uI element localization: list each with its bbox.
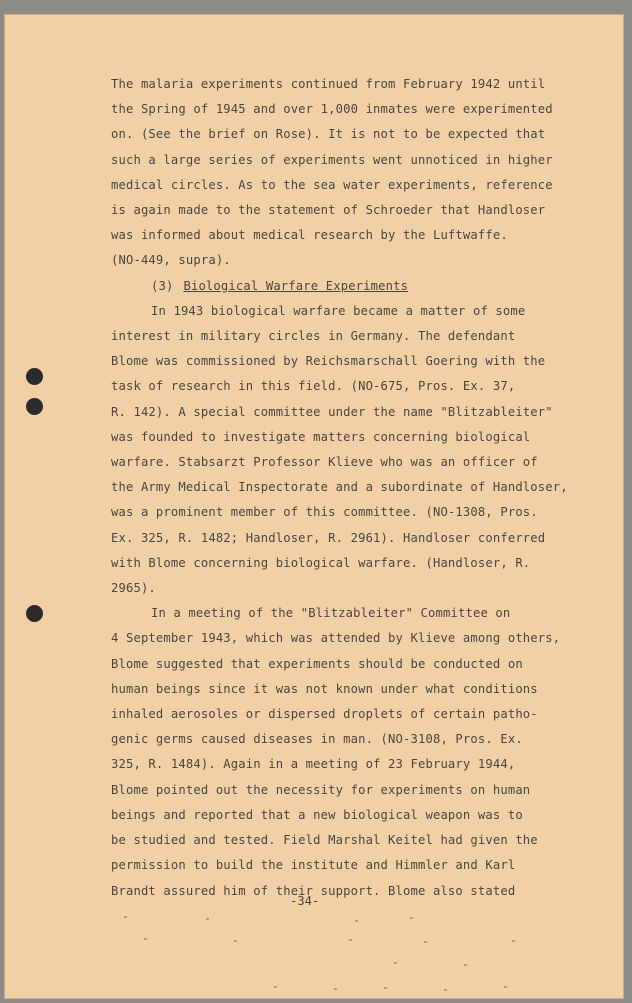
section-heading bbox=[111, 274, 581, 299]
text-line: Blome pointed out the necessity for experiments on human bbox=[111, 782, 531, 797]
text-line: be studied and tested. Field Marshal Keitel had given the bbox=[111, 833, 538, 848]
text-line: was founded to investigate matters concerning biological bbox=[111, 429, 531, 444]
text-line: is again made to the statement of Schroeder that Handloser bbox=[111, 203, 546, 218]
text-line: Ex. 325, R. 1482; Handloser, R. 2961). Handloser conferred bbox=[111, 530, 546, 545]
text-line: (NO-449, supra). bbox=[111, 253, 231, 268]
text-line: Blome suggested that experiments should be conducted on bbox=[111, 656, 523, 671]
text-line: 325, R. 1484). Again in a meeting of 23 February 1944, bbox=[111, 757, 516, 772]
page-number: -34- bbox=[290, 894, 320, 908]
document-page bbox=[4, 14, 624, 999]
text-line: In a meeting of the "Blitzableiter" Committee on bbox=[151, 606, 511, 621]
punch-hole-middle bbox=[26, 398, 43, 415]
paragraph-3 bbox=[111, 601, 581, 903]
text-line: The malaria experiments continued from February 1942 until bbox=[111, 77, 546, 91]
paragraph-1 bbox=[111, 72, 581, 274]
text-line: beings and reported that a new biological weapon was to bbox=[111, 807, 523, 822]
text-line: 2965). bbox=[111, 581, 156, 596]
punch-hole-top bbox=[26, 368, 43, 385]
text-line: warfare. Stabsarzt Professor Klieve who was an officer of bbox=[111, 455, 538, 470]
text-line: In 1943 biological warfare became a matter of some bbox=[151, 303, 526, 318]
document-body bbox=[111, 72, 581, 904]
text-line: Blome was commissioned by Reichsmarschall Goering with the bbox=[111, 354, 546, 369]
text-line: with Blome concerning biological warfare. (Handloser, R. bbox=[111, 555, 531, 570]
section-title: Biological Warfare Experiments bbox=[183, 278, 409, 293]
paragraph-2 bbox=[111, 299, 581, 601]
section-number: (3) bbox=[151, 278, 174, 293]
text-line: R. 142). A special committee under the name "Blitzableiter" bbox=[111, 404, 553, 419]
text-line: Brandt assured him of their support. Blome also stated bbox=[111, 883, 516, 898]
text-line: permission to build the institute and Himmler and Karl bbox=[111, 858, 516, 873]
text-line: medical circles. As to the sea water experiments, reference bbox=[111, 177, 553, 192]
text-line: interest in military circles in Germany. The defendant bbox=[111, 329, 516, 344]
text-line: task of research in this field. (NO-675, Pros. Ex. 37, bbox=[111, 379, 516, 394]
text-line: the Spring of 1945 and over 1,000 inmates were experimented bbox=[111, 102, 553, 117]
text-line: human beings since it was not known under what conditions bbox=[111, 681, 538, 696]
text-line: the Army Medical Inspectorate and a subordinate of Handloser, bbox=[111, 480, 568, 495]
text-line: 4 September 1943, which was attended by Klieve among others, bbox=[111, 631, 561, 646]
punch-hole-bottom bbox=[26, 605, 43, 622]
text-line: inhaled aerosoles or dispersed droplets of certain patho- bbox=[111, 707, 538, 722]
text-line: was informed about medical research by the Luftwaffe. bbox=[111, 228, 508, 243]
text-line: on. (See the brief on Rose). It is not to be expected that bbox=[111, 127, 546, 142]
paper-specks bbox=[124, 914, 544, 994]
text-line: was a prominent member of this committee. (NO-1308, Pros. bbox=[111, 505, 538, 520]
text-line: genic germs caused diseases in man. (NO-3108, Pros. Ex. bbox=[111, 732, 523, 747]
text-line: such a large series of experiments went unnoticed in higher bbox=[111, 152, 553, 167]
